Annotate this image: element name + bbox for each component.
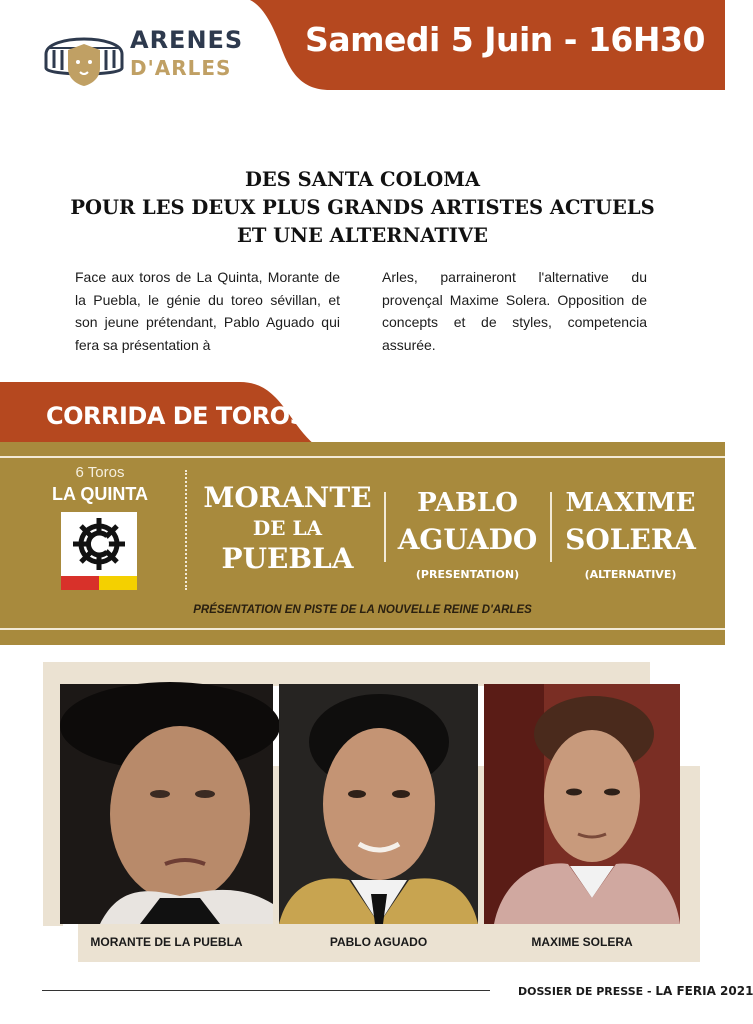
- matador-1-line3: PUEBLA: [221, 542, 354, 575]
- corrida-label: CORRIDA DE TOROS: [46, 402, 307, 430]
- footer-rule: [42, 990, 490, 991]
- presentation-note: PRÉSENTATION EN PISTE DE LA NOUVELLE REINE D'ARLES: [193, 604, 532, 616]
- ganaderia-emblem: [61, 512, 137, 590]
- matador-3-note: (ALTERNATIVE): [584, 568, 677, 581]
- portrait-morante-icon: [60, 684, 273, 924]
- headline-line-3: ET UNE ALTERNATIVE: [237, 224, 488, 247]
- footer-text-prefix: DOSSIER DE PRESSE -: [518, 985, 656, 998]
- caption-morante: MORANTE DE LA PUEBLA: [90, 935, 243, 949]
- divider-1: [384, 492, 386, 562]
- ganaderia-brand-icon: [61, 512, 137, 590]
- divider-2: [550, 492, 552, 562]
- event-date-title: Samedi 5 Juin - 16H30: [305, 20, 705, 59]
- headline-line-1: DES SANTA COLOMA: [245, 168, 480, 191]
- logo-line2: D'ARLES: [130, 56, 232, 80]
- divider-dotted: [185, 470, 187, 590]
- footer-text-bold: LA FERIA 2021: [655, 984, 753, 998]
- matador-2-line1: PABLO: [417, 488, 518, 518]
- portrait-solera-icon: [484, 684, 680, 924]
- photo-aguado: [279, 684, 478, 924]
- footer-text: [518, 984, 753, 998]
- photo-morante: [60, 684, 273, 924]
- matador-2-line2: AGUADO: [397, 523, 538, 556]
- arenes-logo: [42, 24, 244, 88]
- arena-lion-logo-icon: [42, 24, 126, 88]
- photo-frame-top: [43, 662, 650, 686]
- photo-solera: [484, 684, 680, 924]
- portrait-aguado-icon: [279, 684, 478, 924]
- ganaderia-name: LA QUINTA: [52, 484, 148, 504]
- toros-count: 6 Toros: [75, 464, 125, 481]
- matador-2-note: (PRESENTATION): [415, 568, 520, 581]
- matador-3-line1: MAXIME: [565, 488, 696, 518]
- intro-left-column: Face aux toros de La Quinta, Morante de la Puebla, le génie du toreo sévillan, et son jeune prétendant, Pablo Aguado qui fera sa présentation à: [75, 269, 340, 353]
- matador-3-line2: SOLERA: [565, 523, 696, 556]
- matador-1-line2: DE LA: [252, 516, 323, 540]
- caption-aguado: PABLO AGUADO: [329, 935, 428, 949]
- headline-line-2: POUR LES DEUX PLUS GRANDS ARTISTES ACTUELS: [70, 196, 655, 219]
- caption-solera: MAXIME SOLERA: [531, 935, 633, 949]
- logo-line1: ARENES: [130, 26, 244, 54]
- intro-right-column: Arles, parraineront l'alternative du provençal Maxime Solera. Opposition de concepts et de styles, competencia assurée.: [382, 269, 647, 353]
- band-top-rule: [0, 456, 725, 458]
- band-bottom-rule: [0, 628, 725, 630]
- matador-1-line1: MORANTE: [203, 481, 372, 514]
